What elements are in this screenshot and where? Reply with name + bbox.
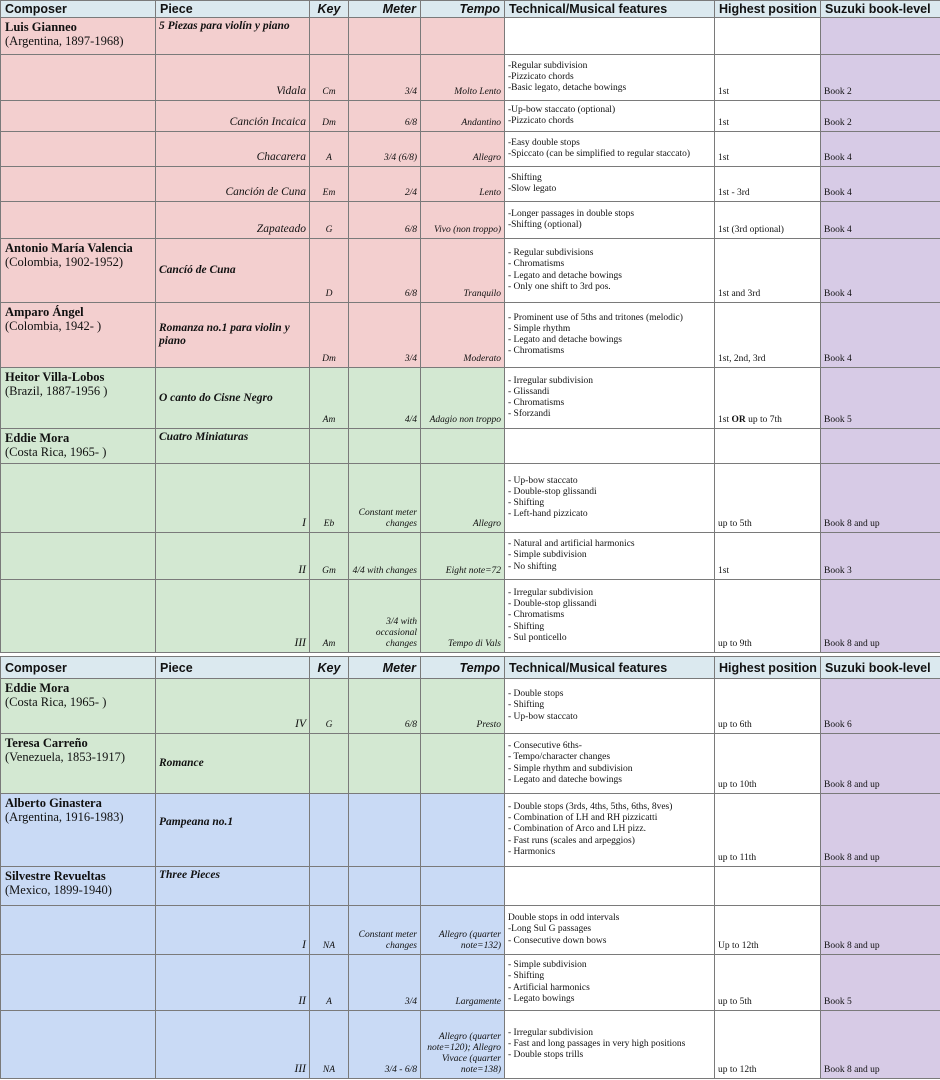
composer-name: Alberto Ginastera — [5, 796, 102, 810]
suzuki-cell: Book 5 — [821, 955, 940, 1011]
key-cell: NA — [310, 1011, 349, 1079]
suzuki-cell: Book 8 and up — [821, 906, 940, 955]
piece-name: Cancíó de Cuna — [156, 239, 310, 303]
composer-info: (Costa Rica, 1965- ) — [5, 695, 107, 709]
meter-cell: 3/4 with occasional changes — [349, 580, 421, 653]
key-cell: NA — [310, 906, 349, 955]
piece-name: Romance — [156, 734, 310, 794]
position-cell: up to 5th — [715, 464, 821, 533]
meter-cell: 4/4 — [349, 368, 421, 429]
composer-cell — [1, 429, 156, 464]
meter-cell: 6/8 — [349, 202, 421, 239]
key-cell: Eb — [310, 464, 349, 533]
composer-cell — [1, 303, 156, 368]
collection-title: 5 Piezas para violín y piano — [156, 18, 310, 55]
meter-cell: 3/4 — [349, 55, 421, 101]
header-key: Key — [310, 657, 349, 679]
features-cell: Double stops in odd intervals -Long Sul G passages - Consecutive down bows — [505, 906, 715, 955]
composer-info: (Brazil, 1887-1956 ) — [5, 384, 108, 398]
piece-name: III — [156, 1011, 310, 1079]
table-row — [1, 1011, 940, 1079]
position-cell: up to 6th — [715, 679, 821, 734]
tempo-cell: Allegro — [421, 132, 505, 167]
tempo-cell: Tranquilo — [421, 239, 505, 303]
piece-name: I — [156, 906, 310, 955]
meter-cell: 3/4 (6/8) — [349, 132, 421, 167]
key-cell: G — [310, 202, 349, 239]
meter-cell: 4/4 with changes — [349, 533, 421, 580]
repertoire-table-part-2 — [0, 656, 940, 1079]
piece-name: III — [156, 580, 310, 653]
header-row — [1, 1, 940, 18]
key-cell: A — [310, 955, 349, 1011]
composer-cell — [1, 867, 156, 906]
features-cell: -Up-bow staccato (optional) -Pizzicato chords — [505, 101, 715, 132]
meter-cell: 6/8 — [349, 239, 421, 303]
position-cell: 1st — [715, 533, 821, 580]
features-cell: - Regular subdivisions - Chromatisms - Legato and detache bowings - Only one shift to 3rd pos. — [505, 239, 715, 303]
header-features: Technical/Musical features — [505, 657, 715, 679]
suzuki-cell: Book 4 — [821, 202, 940, 239]
meter-cell: 6/8 — [349, 679, 421, 734]
header-position: Highest position — [715, 1, 821, 18]
piece-name: Vidala — [156, 55, 310, 101]
table-row — [1, 167, 940, 202]
table-row — [1, 368, 940, 429]
features-cell: -Regular subdivision -Pizzicato chords -Basic legato, detache bowings — [505, 55, 715, 101]
table-row — [1, 533, 940, 580]
features-cell: - Simple subdivision - Shifting - Artificial harmonics - Legato bowings — [505, 955, 715, 1011]
position-cell: up to 5th — [715, 955, 821, 1011]
piece-name: Chacarera — [156, 132, 310, 167]
suzuki-cell: Book 8 and up — [821, 1011, 940, 1079]
key-cell: G — [310, 679, 349, 734]
features-cell: -Shifting -Slow legato — [505, 167, 715, 202]
table-row — [1, 239, 940, 303]
header-meter: Meter — [349, 657, 421, 679]
suzuki-cell: Book 4 — [821, 132, 940, 167]
piece-name: IV — [156, 679, 310, 734]
position-cell: 1st (3rd optional) — [715, 202, 821, 239]
meter-cell: Constant meter changes — [349, 906, 421, 955]
features-cell: - Consecutive 6ths- - Tempo/character changes - Simple rhythm and subdivision - Legato and dateche bowings — [505, 734, 715, 794]
header-piece: Piece — [156, 657, 310, 679]
header-piece: Piece — [156, 1, 310, 18]
table-row — [1, 202, 940, 239]
features-cell: - Natural and artificial harmonics - Simple subdivision - No shifting — [505, 533, 715, 580]
tempo-cell: Tempo di Vals — [421, 580, 505, 653]
tempo-cell: Allegro — [421, 464, 505, 533]
composer-cell — [1, 368, 156, 429]
composer-name: Silvestre Revueltas — [5, 869, 106, 883]
header-meter: Meter — [349, 1, 421, 18]
composer-name: Teresa Carreño — [5, 736, 88, 750]
suzuki-cell: Book 4 — [821, 303, 940, 368]
suzuki-cell: Book 8 and up — [821, 580, 940, 653]
tempo-cell: Adagio non troppo — [421, 368, 505, 429]
composer-name: Heitor Villa-Lobos — [5, 370, 105, 384]
composer-info: (Colombia, 1942- ) — [5, 319, 102, 333]
piece-name: II — [156, 955, 310, 1011]
position-cell: up to 12th — [715, 1011, 821, 1079]
table-row — [1, 580, 940, 653]
table-row — [1, 867, 940, 906]
table-row — [1, 101, 940, 132]
tempo-cell: Largamente — [421, 955, 505, 1011]
composer-info: (Argentina, 1916-1983) — [5, 810, 124, 824]
meter-cell: 3/4 — [349, 955, 421, 1011]
collection-title: Three Pieces — [156, 867, 310, 906]
tempo-cell: Allegro (quarter note=132) — [421, 906, 505, 955]
suzuki-cell: Book 2 — [821, 55, 940, 101]
position-cell: 1st - 3rd — [715, 167, 821, 202]
key-cell: D — [310, 239, 349, 303]
meter-cell: 6/8 — [349, 101, 421, 132]
features-cell: - Irregular subdivision - Fast and long passages in very high positions - Double stops trills — [505, 1011, 715, 1079]
piece-name: I — [156, 464, 310, 533]
tempo-cell: Moderato — [421, 303, 505, 368]
features-cell: - Irregular subdivision - Glissandi - Chromatisms - Sforzandi — [505, 368, 715, 429]
composer-cell — [1, 18, 156, 55]
features-cell: - Irregular subdivision - Double-stop glissandi - Chromatisms - Shifting - Sul ponticello — [505, 580, 715, 653]
position-cell: 1st — [715, 101, 821, 132]
meter-cell: Constant meter changes — [349, 464, 421, 533]
key-cell: A — [310, 132, 349, 167]
features-cell: - Up-bow staccato - Double-stop glissandi - Shifting - Left-hand pizzicato — [505, 464, 715, 533]
meter-cell: 3/4 — [349, 303, 421, 368]
tempo-cell: Eight note=72 — [421, 533, 505, 580]
header-features: Technical/Musical features — [505, 1, 715, 18]
table-row — [1, 303, 940, 368]
position-cell: 1st — [715, 55, 821, 101]
key-cell: Em — [310, 167, 349, 202]
composer-name: Luis Gianneo — [5, 20, 77, 34]
composer-cell — [1, 679, 156, 734]
suzuki-cell: Book 4 — [821, 239, 940, 303]
key-cell: Am — [310, 368, 349, 429]
tempo-cell: Lento — [421, 167, 505, 202]
position-cell: 1st — [715, 132, 821, 167]
table-row — [1, 955, 940, 1011]
composer-cell — [1, 794, 156, 867]
position-cell: 1st, 2nd, 3rd — [715, 303, 821, 368]
position-cell: up to 9th — [715, 580, 821, 653]
table-row — [1, 679, 940, 734]
table-row — [1, 906, 940, 955]
tempo-cell: Allegro (quarter note=120); Allegro Vivace (quarter note=138) — [421, 1011, 505, 1079]
features-cell: - Prominent use of 5ths and tritones (melodic) - Simple rhythm - Legato and detache bowings - Chromatisms — [505, 303, 715, 368]
tempo-cell: Andantino — [421, 101, 505, 132]
composer-name: Eddie Mora — [5, 681, 70, 695]
piece-name: Pampeana no.1 — [156, 794, 310, 867]
header-key: Key — [310, 1, 349, 18]
header-composer: Composer — [1, 1, 156, 18]
piece-name: Canción de Cuna — [156, 167, 310, 202]
composer-name: Antonio María Valencia — [5, 241, 133, 255]
features-cell: - Double stops - Shifting - Up-bow staccato — [505, 679, 715, 734]
piece-name: Canción Incaica — [156, 101, 310, 132]
piece-name: Zapateado — [156, 202, 310, 239]
tempo-cell: Vivo (non troppo) — [421, 202, 505, 239]
meter-cell: 2/4 — [349, 167, 421, 202]
table-row — [1, 429, 940, 464]
header-row — [1, 657, 940, 679]
header-suzuki: Suzuki book-level — [821, 1, 940, 18]
composer-info: (Costa Rica, 1965- ) — [5, 445, 107, 459]
position-cell: up to 11th — [715, 794, 821, 867]
header-tempo: Tempo — [421, 1, 505, 18]
tempo-cell: Presto — [421, 679, 505, 734]
meter-cell: 3/4 - 6/8 — [349, 1011, 421, 1079]
suzuki-cell: Book 8 and up — [821, 794, 940, 867]
position-cell: 1st and 3rd — [715, 239, 821, 303]
header-composer: Composer — [1, 657, 156, 679]
piece-name: II — [156, 533, 310, 580]
key-cell: Dm — [310, 303, 349, 368]
composer-cell — [1, 734, 156, 794]
header-position: Highest position — [715, 657, 821, 679]
header-suzuki: Suzuki book-level — [821, 657, 940, 679]
table-row — [1, 18, 940, 55]
table-row — [1, 734, 940, 794]
suzuki-cell: Book 3 — [821, 533, 940, 580]
suzuki-cell: Book 8 and up — [821, 464, 940, 533]
composer-info: (Mexico, 1899-1940) — [5, 883, 112, 897]
features-cell: -Longer passages in double stops -Shifting (optional) — [505, 202, 715, 239]
key-cell: Cm — [310, 55, 349, 101]
table-row — [1, 464, 940, 533]
position-cell: Up to 12th — [715, 906, 821, 955]
suzuki-cell: Book 2 — [821, 101, 940, 132]
key-cell: Gm — [310, 533, 349, 580]
key-cell: Am — [310, 580, 349, 653]
position-cell: 1st OR up to 7th — [715, 368, 821, 429]
composer-name: Eddie Mora — [5, 431, 70, 445]
suzuki-cell: Book 6 — [821, 679, 940, 734]
collection-title: Cuatro Miniaturas — [156, 429, 310, 464]
table-row — [1, 794, 940, 867]
suzuki-cell: Book 8 and up — [821, 734, 940, 794]
features-cell: -Easy double stops -Spiccato (can be simplified to regular staccato) — [505, 132, 715, 167]
suzuki-cell: Book 5 — [821, 368, 940, 429]
composer-info: (Venezuela, 1853-1917) — [5, 750, 126, 764]
piece-name: O canto do Cisne Negro — [156, 368, 310, 429]
features-cell: - Double stops (3rds, 4ths, 5ths, 6ths, 8ves) - Combination of LH and RH pizzicatti - Combination of Arco and LH pizz. - Fast runs (scales and arpeggios) - Harmonics — [505, 794, 715, 867]
header-tempo: Tempo — [421, 657, 505, 679]
composer-cell — [1, 239, 156, 303]
composer-info: (Argentina, 1897-1968) — [5, 34, 124, 48]
piece-name: Romanza no.1 para violin y piano — [156, 303, 310, 368]
composer-info: (Colombia, 1902-1952) — [5, 255, 124, 269]
key-cell: Dm — [310, 101, 349, 132]
table-row — [1, 55, 940, 101]
composer-name: Amparo Ángel — [5, 305, 84, 319]
position-cell: up to 10th — [715, 734, 821, 794]
tempo-cell: Molto Lento — [421, 55, 505, 101]
suzuki-cell: Book 4 — [821, 167, 940, 202]
table-row — [1, 132, 940, 167]
